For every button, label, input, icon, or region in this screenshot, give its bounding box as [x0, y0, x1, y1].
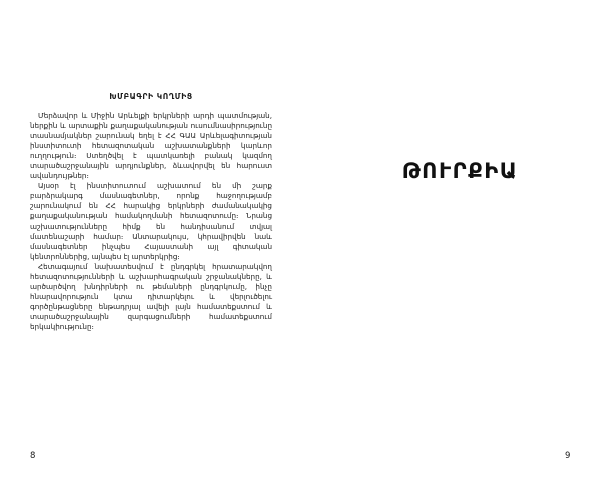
editorial-body	[30, 111, 272, 332]
paragraph: Հետագայում նախատեսվում է ընդգրկել հրատարակվող հետազոտությունների և աշխարհագրական շրջանակները, և արծարծվող խնդիրների ու թեմաների ընդգրկումը, ինչը հնարավորություն կտա դիտարկելու և վերլուծելու գործընթացները ենթադրյալ ավելի լայն համատեքստում և տարածաշրջանային զարգացումների համատեքստում երկակիությունը։	[30, 261, 272, 331]
page-number-left: 8	[30, 451, 36, 461]
right-page	[300, 0, 600, 496]
editorial-heading: ԽՄԲԱԳՐԻ ԿՈՂՄԻՑ	[109, 92, 193, 101]
page-number-right: 9	[565, 451, 571, 461]
paragraph: Մերձավոր և Միջին Արևելքի երկրների արդի պատմության, ներքին և արտաքին քաղաքականության ուսումնասիրությունը տասնամյակներ շարունակ եղել է ՀՀ ԳԱԱ Արևելագիտության ինստիտուտի հետազոտական աշխատանքների կարևոր ուղղություն։ Ստեղծվել է պատկառելի բանակ կազմող տարածաշրջանային արդյունքներ, ձևավորվել են հարուստ ավանդույթներ։	[30, 111, 272, 181]
paragraph: Այսօր էլ ինստիտուտում աշխատում են մի շարք բարձրակարգ մասնագետներ, որոնք հաջողությամբ շարունակում են ՀՀ հարակից երկրների ժամանակակից քաղաքականության համակողմանի հետազոտումը։ Նրանց աշխատությունները հիմք են հանդիսանում տվյալ մատենաշարի համար։ Անտարակույս, կհրավիրվեն նաև մասնագետներ ինչպես Հայաստանի այլ գիտական կենտրոններից, այնպես էլ արտերկրից։	[30, 181, 272, 261]
country-title: ԹՈՒՐՔԻԱ	[401, 159, 519, 183]
